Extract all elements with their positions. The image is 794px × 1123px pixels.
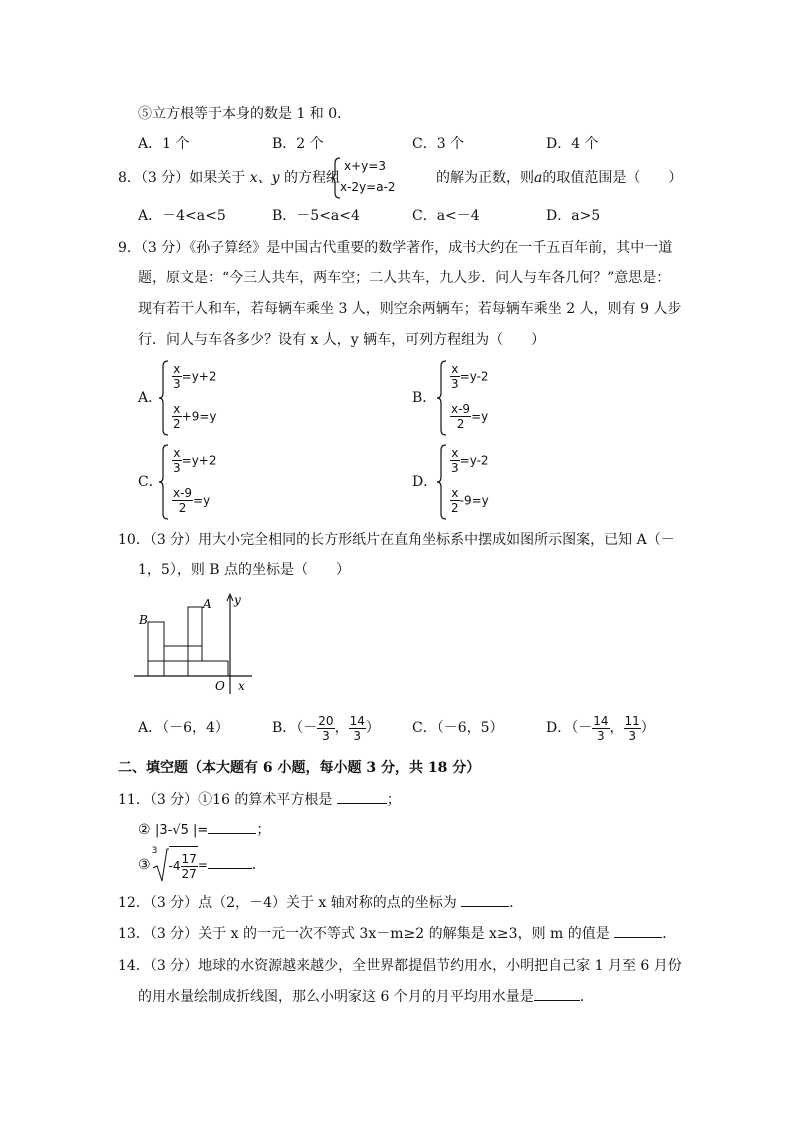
cube-root-index: 3 bbox=[151, 846, 158, 856]
q8-option-b: B．－5<a<4 bbox=[272, 208, 360, 224]
q11-den: 27 bbox=[181, 866, 197, 881]
q9c-den1: 3 bbox=[173, 461, 181, 475]
q8-eq2: x-2y=a-2 bbox=[340, 180, 396, 194]
q9-option-d-label: D． bbox=[412, 474, 438, 490]
q14-line1: 14．（3 分）地球的水资源越来越少，全世界都提倡节约用水，小明把自己家 1 月至 6 月份 bbox=[118, 958, 682, 974]
q10d-num2: 11 bbox=[624, 713, 640, 728]
section-2-heading: 二、填空题（本大题有 6 小题，每小题 3 分，共 18 分） bbox=[118, 760, 481, 776]
q14-line2 bbox=[138, 987, 594, 1007]
q11-part2-end: ； bbox=[256, 822, 271, 838]
q11-blank-1[interactable] bbox=[337, 803, 387, 804]
q12-end: ． bbox=[509, 895, 524, 911]
q8-vars: x、y bbox=[249, 170, 280, 186]
q10-figure bbox=[134, 592, 254, 696]
q11-eq: = bbox=[197, 858, 208, 872]
q11-part2-marker: ② bbox=[138, 822, 151, 838]
rect-bottom-left bbox=[148, 661, 188, 676]
q10-line2: 1，5），则 B 点的坐标是（ ） bbox=[138, 562, 351, 578]
q9a-den1: 3 bbox=[173, 377, 181, 391]
q10d-label: D．（－ bbox=[546, 720, 593, 736]
q11-part2-expr: |3-√5 |= bbox=[155, 823, 209, 838]
q11-part3-marker: ③ bbox=[138, 857, 151, 873]
q13 bbox=[118, 924, 676, 944]
q9-line2: 题，原文是：“今三人共车，两车空；二人共车，九人步．问人与车各几何？”意思是： bbox=[138, 270, 671, 286]
q8-eq1: x+y=3 bbox=[344, 159, 386, 173]
q8-stem bbox=[118, 168, 340, 188]
q13-text: 13．（3 分）关于 x 的一元一次不等式 3x－m≥2 的解集是 x≥3，则 m 的值是 bbox=[118, 926, 610, 942]
point-a-label: A bbox=[203, 597, 212, 611]
q11-line3 bbox=[138, 846, 266, 884]
q10d-num1: 14 bbox=[593, 713, 609, 728]
q12-blank[interactable] bbox=[461, 906, 509, 907]
q11-blank-3[interactable] bbox=[208, 868, 252, 869]
rectangle-pattern bbox=[148, 607, 228, 676]
q9a-rhs2: +9=y bbox=[181, 409, 217, 424]
q9a-num2: x bbox=[173, 402, 181, 416]
q8-option-a: A．－4<a<5 bbox=[138, 208, 226, 224]
q10-option-b bbox=[272, 712, 380, 744]
q9-option-c bbox=[138, 444, 338, 520]
q13-end: ． bbox=[662, 926, 677, 942]
q12-text: 12．（3 分）点（2，－4）关于 x 轴对称的点的坐标为 bbox=[118, 895, 457, 911]
q8-mid: 的方程组 bbox=[279, 170, 340, 186]
q10b-end: ） bbox=[365, 720, 380, 736]
q9-option-a-brace bbox=[158, 360, 170, 436]
q12 bbox=[118, 893, 523, 913]
q7-item5: ⑤立方根等于本身的数是 1 和 0． bbox=[138, 106, 352, 122]
q10b-den2: 3 bbox=[353, 728, 362, 743]
q9-option-c-brace bbox=[158, 444, 170, 520]
q7-option-c: C．3 个 bbox=[412, 136, 465, 152]
q10d-sep: ， bbox=[609, 720, 624, 736]
q9b-rhs1: =y-2 bbox=[459, 369, 489, 384]
q14-text: 的用水量绘制成折线图，那么小明家这 6 个月的月平均用水量是 bbox=[138, 989, 534, 1005]
q9d-den1: 3 bbox=[451, 461, 459, 475]
q9b-num1: x bbox=[451, 362, 459, 376]
q8-prefix: 8．（3 分）如果关于 bbox=[118, 170, 250, 186]
q9-option-d bbox=[412, 444, 612, 520]
q10b-sep: ， bbox=[334, 720, 349, 736]
q13-blank[interactable] bbox=[614, 937, 662, 938]
q9b-num2: x-9 bbox=[451, 402, 471, 416]
rect-bottom-right bbox=[188, 661, 228, 676]
q9d-num1: x bbox=[451, 446, 459, 460]
q11-line2 bbox=[138, 820, 270, 841]
q10b-num1: 20 bbox=[318, 713, 334, 728]
q11-neg-part: -4 bbox=[168, 859, 181, 873]
q11-part1-text: 11．（3 分）①16 的算术平方根是 bbox=[118, 792, 333, 808]
q10-line1: 10．（3 分）用大小完全相同的长方形纸片在直角坐标系中摆成如图所示图案，已知 A（－ bbox=[118, 532, 675, 548]
q8-suffix-a: 的解为正数，则 bbox=[436, 170, 534, 186]
q9c-rhs2: =y bbox=[193, 493, 211, 508]
q10-option-d bbox=[546, 712, 655, 744]
q9a-num1: x bbox=[173, 362, 181, 376]
q10d-den1: 3 bbox=[597, 728, 605, 743]
q9c-num2: x-9 bbox=[173, 486, 193, 500]
q9-line4: 行．问人与车各多少？设有 x 人，y 辆车，可列方程组为（ ） bbox=[138, 332, 546, 348]
y-axis-label: y bbox=[234, 593, 241, 607]
q9b-den2: 2 bbox=[456, 417, 465, 431]
q10d-end: ） bbox=[640, 720, 655, 736]
point-b-label: B bbox=[139, 613, 148, 627]
rect-center-vertical bbox=[188, 607, 202, 661]
q9-option-a-label: A． bbox=[138, 390, 163, 406]
q9c-den2: 2 bbox=[178, 501, 187, 515]
q9-option-b-label: B． bbox=[412, 390, 437, 406]
q9d-rhs1: =y-2 bbox=[459, 453, 489, 468]
q9-option-b bbox=[412, 360, 612, 436]
x-axis-label: x bbox=[238, 679, 245, 693]
q9c-num1: x bbox=[173, 446, 181, 460]
q9d-num2: x bbox=[451, 486, 459, 500]
q9-option-d-brace bbox=[436, 444, 448, 520]
q8-option-c: C．a<－4 bbox=[412, 208, 480, 224]
q8-suffix-b: 的取值范围是（ ） bbox=[542, 170, 683, 186]
q9-option-a bbox=[138, 360, 338, 436]
q9c-rhs1: =y+2 bbox=[181, 453, 217, 468]
q7-option-b: B．2 个 bbox=[272, 136, 324, 152]
q7-option-a: A．1 个 bbox=[138, 136, 190, 152]
q9b-rhs2: =y bbox=[471, 409, 489, 424]
q9-option-c-label: C． bbox=[138, 474, 163, 490]
q11-num: 17 bbox=[181, 851, 197, 866]
q9a-rhs1: =y+2 bbox=[181, 369, 217, 384]
origin-label: O bbox=[215, 679, 225, 693]
rect-top-horizontal bbox=[164, 646, 202, 661]
q7-option-d: D．4 个 bbox=[546, 136, 599, 152]
q9-option-b-brace bbox=[436, 360, 448, 436]
q8-equation-system bbox=[330, 157, 430, 199]
q10d-den2: 3 bbox=[628, 728, 636, 743]
rect-left-vertical bbox=[148, 622, 164, 676]
q11-part3-end: ． bbox=[251, 857, 266, 873]
radical-sign-icon bbox=[151, 848, 169, 882]
q9-line3: 现有若干人和车，若每辆车乘坐 3 人，则空余两辆车；若每辆车乘坐 2 人，则有 9 人步 bbox=[138, 301, 682, 317]
q9-line1: 9．（3 分）《孙子算经》是中国古代重要的数学著作，成书大约在一千五百年前，其中一道 bbox=[118, 240, 673, 256]
q8-stem-end bbox=[436, 168, 682, 188]
q14-blank[interactable] bbox=[534, 1000, 580, 1001]
q9b-den1: 3 bbox=[451, 377, 459, 391]
q10b-den1: 3 bbox=[322, 728, 330, 743]
q10b-num2: 14 bbox=[349, 713, 365, 728]
q14-end: ． bbox=[579, 989, 594, 1005]
q8-option-d: D．a>5 bbox=[546, 208, 601, 224]
q9a-den2: 2 bbox=[173, 417, 181, 431]
cube-root-sign bbox=[151, 848, 169, 882]
q11-blank-2[interactable] bbox=[208, 833, 256, 834]
q8-var-a: a bbox=[534, 170, 543, 186]
q10-option-a: A．（－6，4） bbox=[138, 720, 229, 736]
q9d-rhs2: -9=y bbox=[459, 493, 489, 508]
q10b-label: B．（－ bbox=[272, 720, 318, 736]
q11-part1-end: ； bbox=[386, 792, 401, 808]
q9d-den2: 2 bbox=[451, 501, 459, 515]
q11-line1 bbox=[118, 790, 401, 810]
q10-option-c: C．（－6，5） bbox=[412, 720, 504, 736]
